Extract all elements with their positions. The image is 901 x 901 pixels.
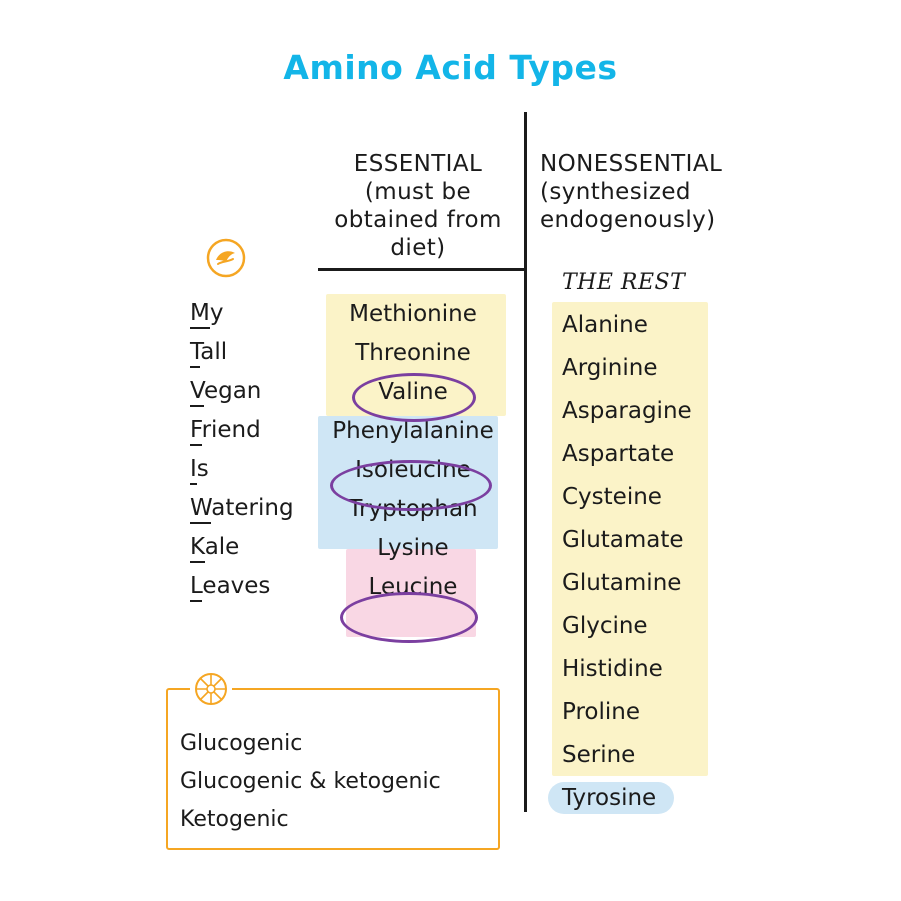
nonessential-amino-acid: Glycine: [562, 613, 648, 639]
nonessential-amino-acid-list: [562, 306, 762, 822]
nonessential-amino-acid: Arginine: [562, 355, 658, 381]
nonessential-amino-acid: Alanine: [562, 312, 648, 338]
mnemonic-initial: I: [190, 456, 197, 485]
essential-subheading: (must be obtained from diet): [334, 179, 502, 262]
mnemonic-initial: L: [190, 573, 202, 602]
essential-amino-acid: Valine: [378, 379, 448, 405]
nonessential-amino-acid: Glutamine: [562, 570, 682, 596]
essential-amino-acid: Threonine: [355, 340, 471, 366]
mnemonic-rest: y: [209, 300, 224, 326]
nonessential-amino-acid: Asparagine: [562, 398, 692, 424]
nonessential-amino-acid: Histidine: [562, 656, 663, 682]
mnemonic-initial: T: [190, 339, 200, 368]
mnemonic-item: [190, 491, 310, 530]
nonessential-amino-acid: Proline: [562, 699, 640, 725]
mnemonic-initial: F: [190, 417, 202, 446]
essential-column-header: [318, 150, 518, 262]
essential-amino-acid: Methionine: [349, 301, 477, 327]
legend-label: Ketogenic: [180, 807, 289, 832]
star-icon: [190, 668, 232, 710]
legend-item: [180, 728, 500, 766]
nonessential-amino-acid: Aspartate: [562, 441, 675, 467]
mnemonic-rest: egan: [203, 378, 262, 404]
legend-item: [180, 804, 500, 842]
legend-item: [180, 766, 500, 804]
mnemonic-item: [190, 413, 310, 452]
mnemonic-rest: s: [196, 456, 209, 482]
legend-label: Glucogenic & ketogenic: [180, 769, 441, 794]
legend-entries: [180, 728, 500, 842]
mnemonic-item: [190, 374, 310, 413]
mnemonic-initial: M: [190, 300, 210, 329]
mnemonic-item: [190, 530, 310, 569]
nonessential-amino-acid: Cysteine: [562, 484, 662, 510]
the-rest-label: THE REST: [562, 270, 686, 295]
essential-amino-acid: Phenylalanine: [332, 418, 494, 444]
mnemonic-rest: riend: [201, 417, 261, 443]
nonessential-column-header: [540, 150, 770, 234]
mnemonic-rest: eaves: [202, 573, 271, 599]
mnemonic-item: [190, 335, 310, 374]
mnemonic-rest: ale: [204, 534, 240, 560]
essential-amino-acid: Leucine: [368, 574, 458, 600]
vertical-divider: [524, 112, 527, 812]
nonessential-amino-acid: Serine: [562, 742, 636, 768]
nonessential-heading: NONESSENTIAL: [540, 151, 723, 177]
essential-amino-acid: Isoleucine: [355, 457, 471, 483]
essential-amino-acid: Lysine: [377, 535, 449, 561]
mnemonic-initial: W: [190, 495, 211, 524]
mnemonic-item: [190, 296, 310, 335]
essential-heading: ESSENTIAL: [353, 151, 483, 177]
mnemonic-item: [190, 569, 310, 608]
mnemonic-initial: V: [190, 378, 204, 407]
mnemonic-list: [190, 296, 310, 608]
nonessential-amino-acid: Glutamate: [562, 527, 684, 553]
mnemonic-rest: atering: [211, 495, 294, 521]
brain-icon: [206, 238, 246, 278]
nonessential-amino-acid: Tyrosine: [562, 785, 657, 811]
mnemonic-rest: all: [200, 339, 228, 365]
essential-amino-acid-list: [318, 296, 508, 608]
page-title: Amino Acid Types: [283, 48, 618, 87]
horizontal-divider: [318, 268, 524, 271]
nonessential-subheading: (synthesized endogenously): [540, 179, 716, 234]
mnemonic-initial: K: [190, 534, 205, 563]
essential-amino-acid: Tryptophan: [348, 496, 478, 522]
mnemonic-item: [190, 452, 310, 491]
legend-label: Glucogenic: [180, 731, 303, 756]
